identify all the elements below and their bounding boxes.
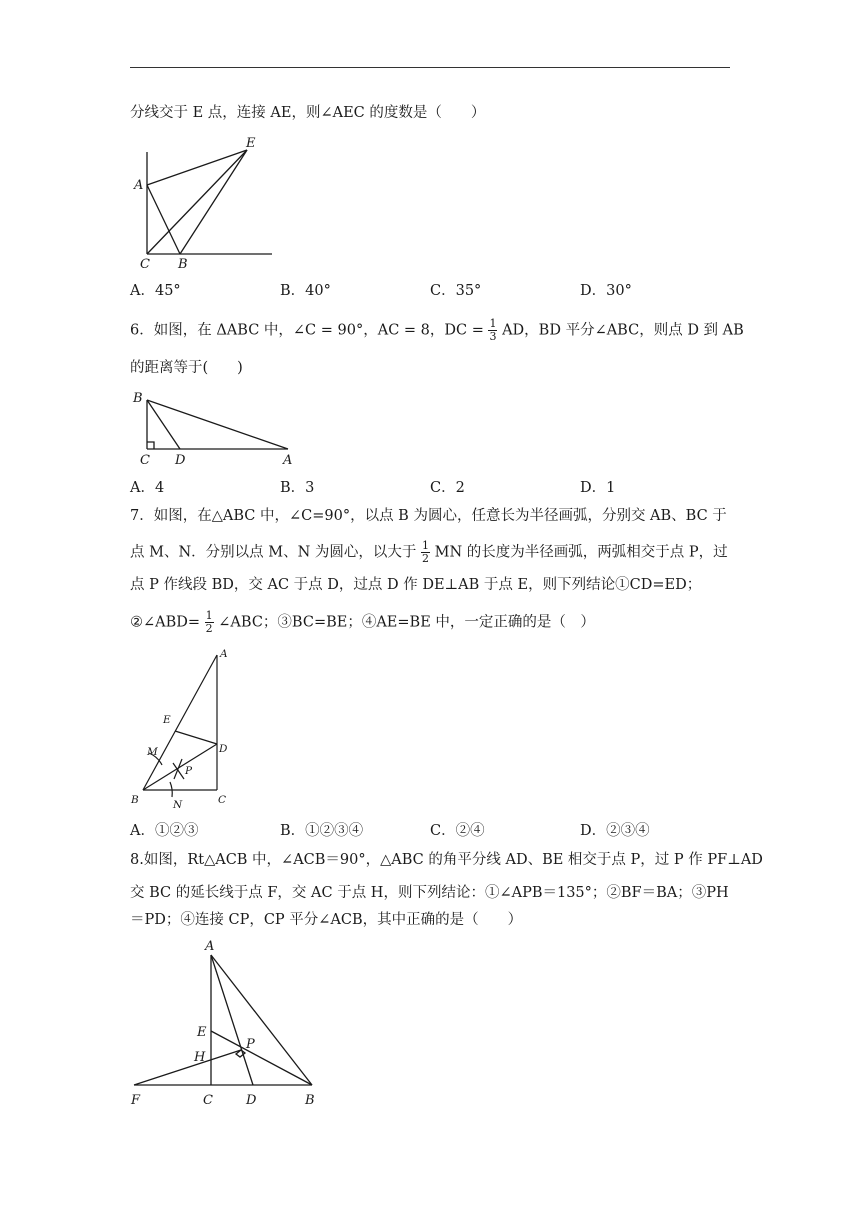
q7-line2-part-a: 点 M、N．分别以点 M、N 为圆心，以大于 bbox=[130, 544, 417, 561]
q7-line2-part-b: MN 的长度为半径画弧，两弧相交于点 P，过 bbox=[434, 544, 728, 561]
q6-question-line2: 的距离等于( ) bbox=[130, 360, 243, 376]
q7-question-line2 bbox=[130, 540, 728, 565]
q5-option-d: D．30° bbox=[580, 283, 632, 299]
q8-question-line1: 8.如图，Rt△ACB 中，∠ACB＝90°，△ABC 的角平分线 AD、BE 相交于点 P，过 P 作 PF⊥AD bbox=[130, 852, 763, 868]
q7-label-b: B bbox=[131, 794, 139, 806]
q7-option-b: B．①②③④ bbox=[280, 823, 364, 839]
q6-fraction: $\frac{1}{3}$ bbox=[489, 317, 497, 343]
q8-question-line2: 交 BC 的延长线于点 F，交 AC 于点 H，则下列结论：①∠APB＝135°；②BF＝BA；③PH bbox=[130, 885, 729, 901]
q6-label-a: A bbox=[283, 453, 293, 468]
q6-line1-part-b: AD，BD 平分∠ABC，则点 D 到 AB bbox=[502, 322, 744, 339]
q8-label-h: H bbox=[194, 1050, 206, 1065]
q7-label-c: C bbox=[218, 794, 227, 806]
q8-label-e: E bbox=[197, 1025, 207, 1040]
q8-label-a: A bbox=[205, 939, 215, 954]
q7-option-d: D．②③④ bbox=[580, 823, 650, 839]
q6-label-d: D bbox=[175, 453, 186, 468]
q6-option-d: D．1 bbox=[580, 480, 616, 496]
q5-question-text: 分线交于 E 点，连接 AE，则∠AEC 的度数是（ ） bbox=[130, 105, 486, 121]
q7-line4-part-a: ②∠ABD= bbox=[130, 614, 201, 631]
q7-label-m: M bbox=[147, 746, 158, 758]
q7-question-line4 bbox=[130, 610, 595, 635]
q5-option-b: B．40° bbox=[280, 283, 331, 299]
q8-label-f: F bbox=[131, 1093, 141, 1108]
q8-question-line3: ＝PD；④连接 CP，CP 平分∠ACB，其中正确的是（ ） bbox=[130, 912, 523, 928]
q5-option-a: A．45° bbox=[130, 283, 181, 299]
q6-option-a: A．4 bbox=[130, 480, 165, 496]
q7-figure bbox=[128, 645, 248, 815]
q5-label-e: E bbox=[246, 136, 256, 151]
q7-label-e: E bbox=[163, 714, 171, 726]
q7-fraction-1: $\frac{1}{2}$ bbox=[422, 539, 430, 565]
q5-label-a: A bbox=[134, 178, 144, 193]
q8-label-b: B bbox=[305, 1093, 315, 1108]
q5-label-b: B bbox=[178, 257, 188, 272]
q6-line1-part-a: 6．如图，在 ΔABC 中，∠C = 90°，AC = 8，DC = bbox=[130, 322, 484, 339]
q7-fraction-2: $\frac{1}{2}$ bbox=[205, 609, 213, 635]
q7-label-d: D bbox=[219, 743, 228, 755]
q7-label-a: A bbox=[220, 648, 228, 660]
header-rule bbox=[130, 67, 730, 68]
q8-label-d: D bbox=[246, 1093, 257, 1108]
q6-label-b: B bbox=[133, 391, 143, 406]
q5-option-c: C．35° bbox=[430, 283, 482, 299]
q7-label-p: P bbox=[185, 765, 193, 777]
q7-option-c: C．②④ bbox=[430, 823, 485, 839]
q7-line4-part-b: ∠ABC；③BC=BE；④AE=BE 中，一定正确的是（ ） bbox=[218, 614, 595, 631]
q7-question-line3: 点 P 作线段 BD，交 AC 于点 D，过点 D 作 DE⊥AB 于点 E，则下列结论①CD=ED； bbox=[130, 577, 702, 593]
q8-figure bbox=[128, 935, 328, 1110]
q6-figure bbox=[130, 387, 310, 467]
q8-label-c: C bbox=[203, 1093, 213, 1108]
q7-question-line1: 7．如图，在△ABC 中，∠C=90°，以点 B 为圆心，任意长为半径画弧，分别交 AB、BC 于 bbox=[130, 508, 727, 524]
q6-question-line1 bbox=[130, 318, 744, 343]
q6-option-b: B．3 bbox=[280, 480, 315, 496]
q6-option-c: C．2 bbox=[430, 480, 465, 496]
q7-option-a: A．①②③ bbox=[130, 823, 199, 839]
q6-label-c: C bbox=[140, 453, 150, 468]
q5-label-c: C bbox=[140, 257, 150, 272]
q5-figure bbox=[130, 130, 290, 275]
q7-label-n: N bbox=[173, 799, 183, 811]
q8-label-p: P bbox=[246, 1037, 255, 1052]
